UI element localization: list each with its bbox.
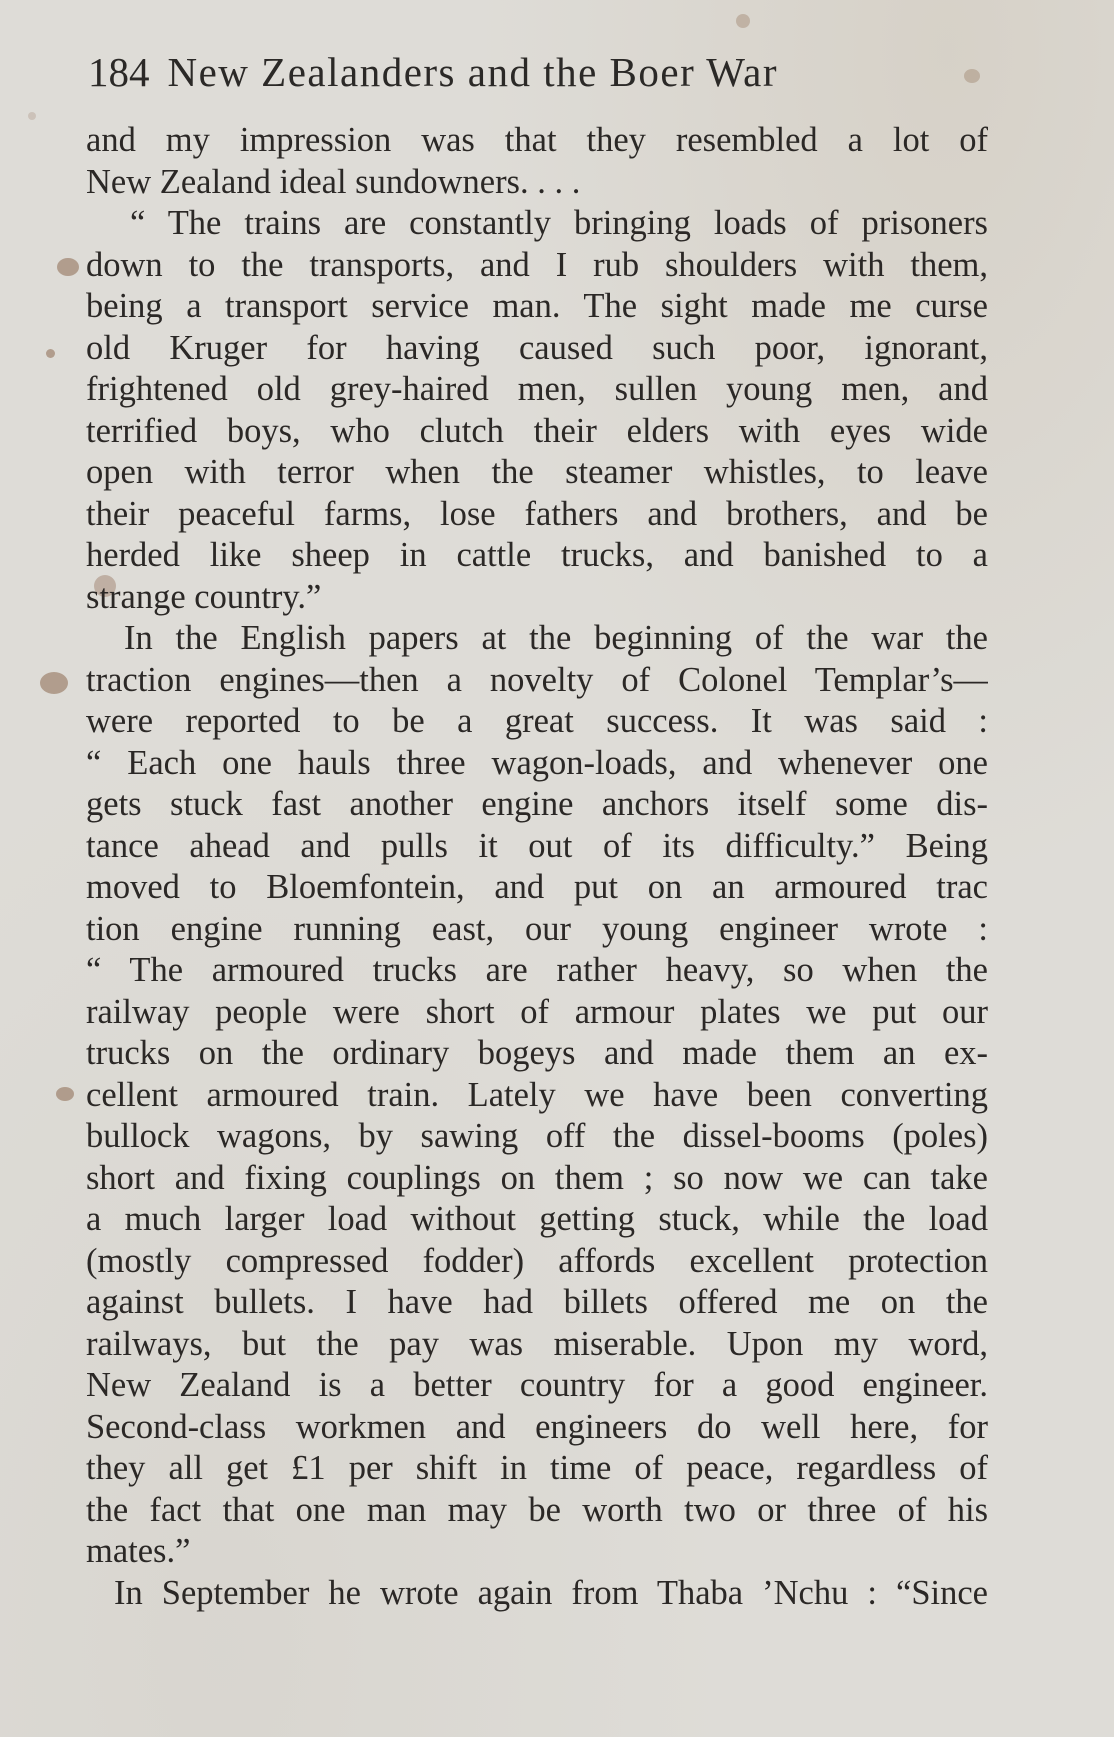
text-line: gets stuck fast another engine anchors itself some dis- xyxy=(86,785,988,823)
text-line: moved to Bloemfontein, and put on an armoured trac xyxy=(86,868,988,906)
running-title: New Zealanders and the Boer War xyxy=(167,49,779,95)
stain-mark xyxy=(40,672,68,694)
text-line: trucks on the ordinary bogeys and made them an ex- xyxy=(86,1034,988,1072)
text-line: Second-class workmen and engineers do well here, for xyxy=(86,1407,988,1446)
text-line: tion engine running east, our young engineer wrote : xyxy=(86,909,988,948)
text-line: New Zealand is a better country for a good engineer. xyxy=(86,1366,988,1404)
text-line: “ The armoured trucks are rather heavy, so when the xyxy=(86,951,988,989)
text-line: down to the transports, and I rub shoulders with them, xyxy=(86,245,988,284)
text-line: open with terror when the steamer whistles, to leave xyxy=(86,453,988,491)
text-line: being a transport service man. The sight made me curse xyxy=(86,287,988,325)
text-line: a much larger load without getting stuck, while the load xyxy=(86,1200,988,1238)
text-line: short and fixing couplings on them ; so now we can take xyxy=(86,1158,988,1197)
stain-mark xyxy=(46,349,55,358)
text-line: they all get £1 per shift in time of peace, regardless of xyxy=(86,1449,988,1487)
stain-mark xyxy=(56,1087,74,1101)
text-line: frightened old grey-haired men, sullen young men, and xyxy=(86,370,988,408)
text-line: “ The trains are constantly bringing loads of prisoners xyxy=(130,204,988,242)
running-header xyxy=(88,48,988,96)
text-line: herded like sheep in cattle trucks, and banished to a xyxy=(86,536,988,574)
text-line: mates.” xyxy=(86,1532,191,1570)
text-line: traction engines—then a novelty of Colonel Templar’s— xyxy=(86,660,988,699)
text-line: tance ahead and pulls it out of its difficulty.” Being xyxy=(86,826,988,865)
text-line: terrified boys, who clutch their elders with eyes wide xyxy=(86,411,988,450)
stain-mark xyxy=(28,112,36,120)
text-line: railways, but the pay was miserable. Upon my word, xyxy=(86,1324,988,1363)
text-line: In September he wrote again from Thaba ’Nchu : “Since xyxy=(114,1573,988,1612)
text-line: old Kruger for having caused such poor, ignorant, xyxy=(86,328,988,367)
text-line: and my impression was that they resembled a lot of xyxy=(86,121,988,159)
text-line: In the English papers at the beginning of the war the xyxy=(124,619,988,657)
text-line: cellent armoured train. Lately we have been converting xyxy=(86,1075,988,1114)
body-text xyxy=(86,120,988,1614)
text-line: bullock wagons, by sawing off the dissel-booms (poles) xyxy=(86,1117,988,1155)
stain-mark xyxy=(57,258,79,276)
text-line: their peaceful farms, lose fathers and brothers, and be xyxy=(86,494,988,533)
text-line: strange country.” xyxy=(86,577,322,616)
text-line: “ Each one hauls three wagon-loads, and whenever one xyxy=(86,743,988,782)
text-line: against bullets. I have had billets offered me on the xyxy=(86,1283,988,1321)
text-line: the fact that one man may be worth two or three of his xyxy=(86,1490,988,1529)
text-line: New Zealand ideal sundowners. . . . xyxy=(86,162,581,201)
text-line: railway people were short of armour plates we put our xyxy=(86,992,988,1031)
stain-mark xyxy=(736,14,750,28)
text-line: were reported to be a great success. It was said : xyxy=(86,702,988,740)
text-line: (mostly compressed fodder) affords excellent protection xyxy=(86,1241,988,1280)
page-number: 184 xyxy=(88,49,150,95)
